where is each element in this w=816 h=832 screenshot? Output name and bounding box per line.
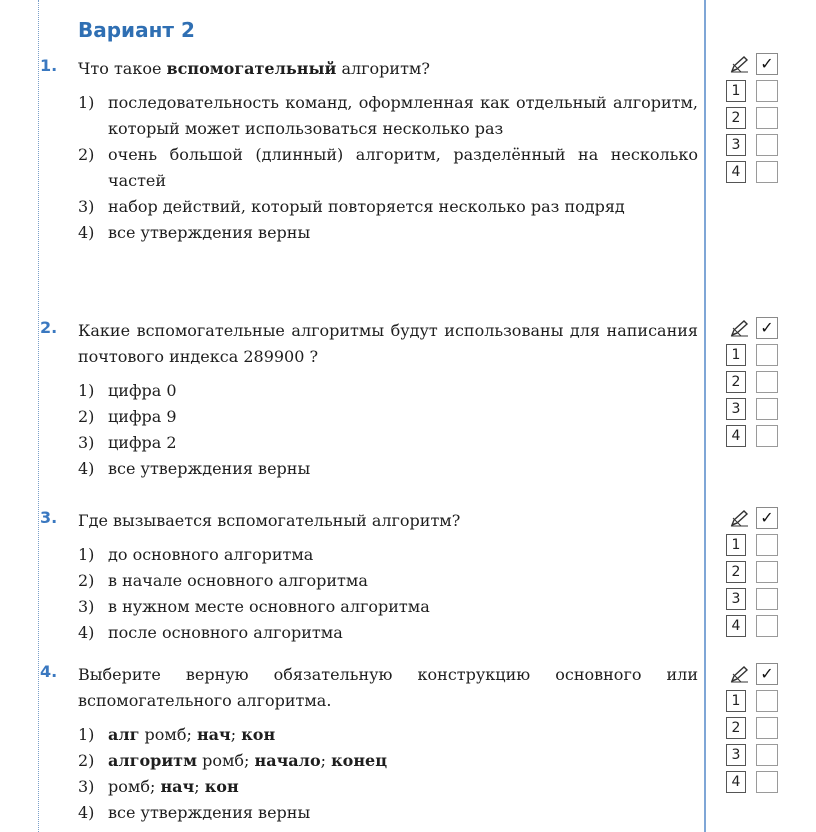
- text-fragment: алгоритм?: [336, 59, 430, 78]
- answer-grid-q1: [726, 52, 786, 186]
- check-mark-icon: ✓: [756, 663, 778, 685]
- option-number: 1: [726, 80, 746, 102]
- bold-term: алг: [108, 725, 140, 744]
- option-number: 3: [726, 588, 746, 610]
- answer-grid-row: [726, 586, 786, 613]
- option-number: 3: [726, 398, 746, 420]
- answer-grid-header: [726, 52, 786, 78]
- text-fragment: ;: [230, 725, 242, 744]
- text-fragment: в нужном месте основного алгоритма: [108, 597, 430, 616]
- pencil-icon: [730, 509, 750, 527]
- answer-checkbox-2[interactable]: [756, 717, 778, 739]
- bold-term: кон: [204, 777, 239, 796]
- option-number: 2: [726, 371, 746, 393]
- pencil-icon: [730, 319, 750, 337]
- answer-grid-row: [726, 742, 786, 769]
- bold-term: нач: [160, 777, 195, 796]
- answer-number: 1): [78, 93, 95, 112]
- option-number: 4: [726, 161, 746, 183]
- question-number: 3.: [40, 508, 58, 527]
- text-fragment: ромб;: [108, 777, 161, 796]
- answer-option-1: [78, 722, 698, 748]
- answer-number: 2): [78, 571, 95, 590]
- bold-term: вспомогательный: [166, 59, 337, 78]
- answer-number: 4): [78, 623, 95, 642]
- answer-option-3: [78, 430, 698, 456]
- text-fragment: ромб;: [139, 725, 197, 744]
- answer-grid-row: [726, 159, 786, 186]
- answer-checkbox-4[interactable]: [756, 161, 778, 183]
- answer-checkbox-4[interactable]: [756, 771, 778, 793]
- pencil-icon: [730, 55, 750, 73]
- question-text: [78, 318, 698, 370]
- bold-term: начало: [254, 751, 321, 770]
- option-number: 4: [726, 425, 746, 447]
- answer-options: [78, 90, 698, 246]
- option-number: 3: [726, 134, 746, 156]
- question-number: 2.: [40, 318, 58, 337]
- answer-options: [78, 378, 698, 482]
- answer-number: 1): [78, 725, 95, 744]
- option-number: 1: [726, 690, 746, 712]
- text-fragment: цифра 0: [108, 381, 177, 400]
- answer-option-2: [78, 142, 698, 194]
- answer-grid-row: [726, 105, 786, 132]
- option-number: 2: [726, 561, 746, 583]
- option-number: 1: [726, 534, 746, 556]
- answer-grid-row: [726, 688, 786, 715]
- answer-grid-row: [726, 396, 786, 423]
- answer-number: 2): [78, 145, 95, 164]
- text-fragment: цифра 9: [108, 407, 177, 426]
- variant-title: Вариант 2: [78, 18, 195, 42]
- answer-grid-row: [726, 769, 786, 796]
- answer-checkbox-4[interactable]: [756, 425, 778, 447]
- answer-column-divider: [704, 0, 706, 832]
- answer-number: 1): [78, 381, 95, 400]
- answer-number: 4): [78, 223, 95, 242]
- text-fragment: до основного алгоритма: [108, 545, 314, 564]
- answer-number: 3): [78, 197, 95, 216]
- text-fragment: все утверждения верны: [108, 223, 311, 242]
- answer-checkbox-1[interactable]: [756, 80, 778, 102]
- text-fragment: Что такое: [78, 59, 167, 78]
- text-fragment: Где вызывается вспомогательный алгоритм?: [78, 511, 461, 530]
- answer-number: 3): [78, 777, 95, 796]
- text-fragment: последовательность команд, оформленная как отдельный алгоритм, который может использоваться несколько раз: [108, 93, 698, 138]
- answer-number: 3): [78, 433, 95, 452]
- question-text: [78, 56, 698, 82]
- answer-grid-row: [726, 715, 786, 742]
- answer-number: 3): [78, 597, 95, 616]
- text-fragment: очень большой (длинный) алгоритм, разделённый на несколько частей: [108, 145, 698, 190]
- answer-grid-header: [726, 316, 786, 342]
- answer-option-3: [78, 194, 698, 220]
- answer-option-4: [78, 220, 698, 246]
- text-fragment: Выберите верную обязательную конструкцию основного или вспомогательного алгоритма.: [78, 665, 698, 710]
- bold-term: конец: [331, 751, 388, 770]
- answer-number: 4): [78, 459, 95, 478]
- check-mark-icon: ✓: [756, 53, 778, 75]
- option-number: 4: [726, 615, 746, 637]
- text-fragment: в начале основного алгоритма: [108, 571, 368, 590]
- answer-grid-row: [726, 423, 786, 450]
- answer-option-1: [78, 378, 698, 404]
- answer-checkbox-1[interactable]: [756, 690, 778, 712]
- answer-option-2: [78, 568, 698, 594]
- page-edge-line: [38, 0, 39, 832]
- check-mark-icon: ✓: [756, 507, 778, 529]
- answer-option-3: [78, 774, 698, 800]
- text-fragment: все утверждения верны: [108, 459, 311, 478]
- pencil-icon: [730, 665, 750, 683]
- answer-number: 2): [78, 751, 95, 770]
- answer-checkbox-1[interactable]: [756, 534, 778, 556]
- answer-option-4: [78, 620, 698, 646]
- text-fragment: набор действий, который повторяется несколько раз подряд: [108, 197, 625, 216]
- option-number: 2: [726, 107, 746, 129]
- answer-grid-row: [726, 532, 786, 559]
- answer-number: 1): [78, 545, 95, 564]
- option-number: 4: [726, 771, 746, 793]
- answer-options: [78, 722, 698, 826]
- question-number: 1.: [40, 56, 58, 75]
- text-fragment: цифра 2: [108, 433, 177, 452]
- question-text: [78, 508, 698, 534]
- text-fragment: все утверждения верны: [108, 803, 311, 822]
- answer-grid-row: [726, 369, 786, 396]
- option-number: 3: [726, 744, 746, 766]
- answer-option-3: [78, 594, 698, 620]
- bold-term: кон: [241, 725, 276, 744]
- answer-options: [78, 542, 698, 646]
- text-fragment: ;: [194, 777, 205, 796]
- text-fragment: ромб;: [197, 751, 255, 770]
- option-number: 1: [726, 344, 746, 366]
- answer-checkbox-3[interactable]: [756, 744, 778, 766]
- answer-checkbox-1[interactable]: [756, 344, 778, 366]
- answer-option-2: [78, 748, 698, 774]
- text-fragment: Какие вспомогательные алгоритмы будут использованы для написания почтового индекса 289900 ?: [78, 321, 698, 366]
- answer-option-1: [78, 542, 698, 568]
- answer-option-2: [78, 404, 698, 430]
- answer-number: 4): [78, 803, 95, 822]
- answer-option-4: [78, 456, 698, 482]
- answer-grid-q3: [726, 506, 786, 640]
- answer-checkbox-3[interactable]: [756, 398, 778, 420]
- option-number: 2: [726, 717, 746, 739]
- answer-checkbox-3[interactable]: [756, 134, 778, 156]
- answer-checkbox-2[interactable]: [756, 371, 778, 393]
- answer-grid-row: [726, 132, 786, 159]
- answer-checkbox-3[interactable]: [756, 588, 778, 610]
- text-fragment: после основного алгоритма: [108, 623, 343, 642]
- question-text: [78, 662, 698, 714]
- text-fragment: ;: [320, 751, 332, 770]
- bold-term: алгоритм: [108, 751, 197, 770]
- answer-checkbox-2[interactable]: [756, 107, 778, 129]
- answer-number: 2): [78, 407, 95, 426]
- answer-grid-q4: [726, 662, 786, 796]
- answer-grid-row: [726, 342, 786, 369]
- answer-checkbox-2[interactable]: [756, 561, 778, 583]
- answer-grid-header: [726, 662, 786, 688]
- answer-grid-row: [726, 613, 786, 640]
- answer-grid-row: [726, 559, 786, 586]
- answer-option-4: [78, 800, 698, 826]
- answer-grid-row: [726, 78, 786, 105]
- check-mark-icon: ✓: [756, 317, 778, 339]
- answer-grid-q2: [726, 316, 786, 450]
- answer-grid-header: [726, 506, 786, 532]
- question-number: 4.: [40, 662, 58, 681]
- answer-option-1: [78, 90, 698, 142]
- answer-checkbox-4[interactable]: [756, 615, 778, 637]
- bold-term: нач: [196, 725, 231, 744]
